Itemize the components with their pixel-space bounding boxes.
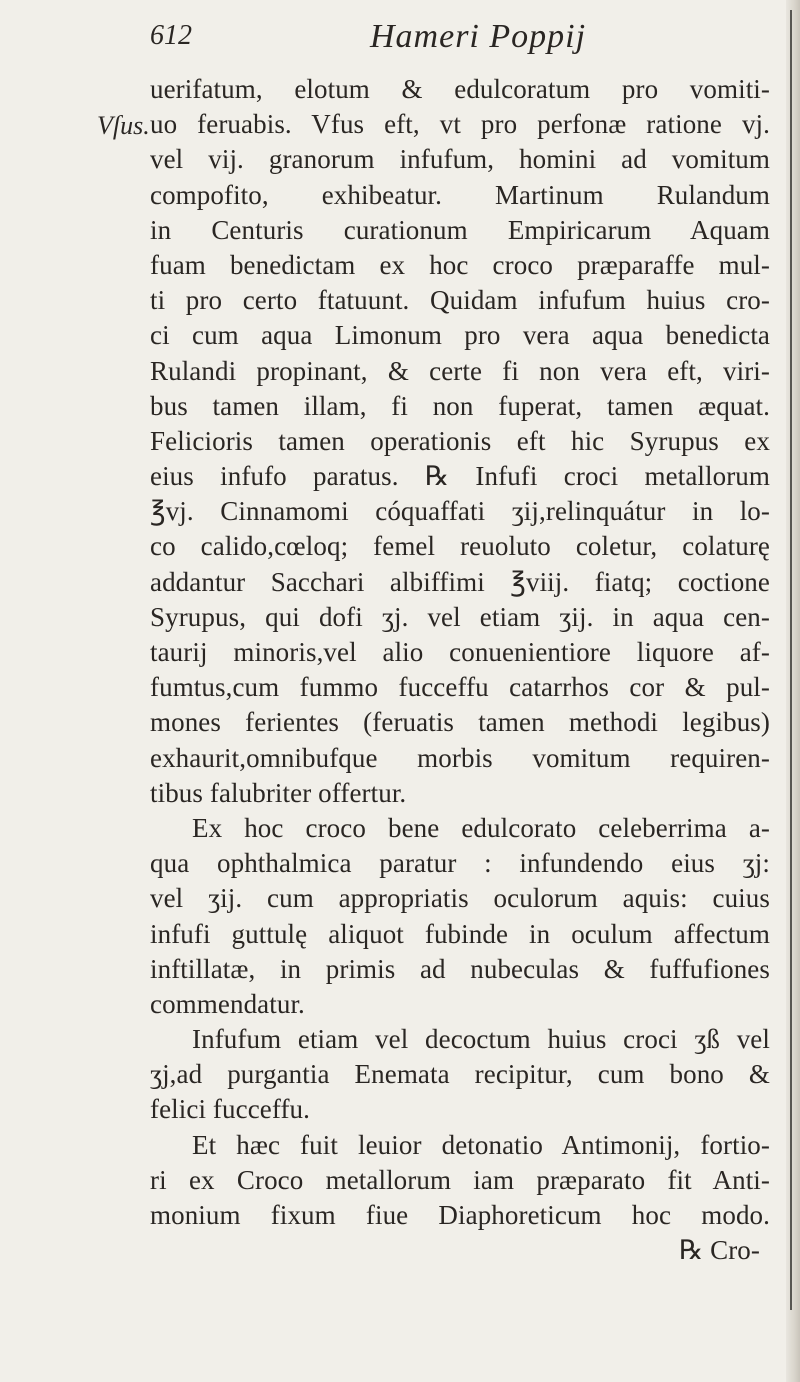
text-line: vel ʒij. cum appropriatis oculorum aquis: cuius [150,883,770,914]
text-line: fuam benedictam ex hoc croco præparaffe mul- [150,249,770,280]
text-line: ri ex Croco metallorum iam præparato fit Anti- [150,1164,770,1195]
text-line: vel vij. granorum infufum, homini ad vomitum [150,144,770,175]
text-line: ℥vj. Cinnamomi cóquaffati ʒij,relinquátur in lo- [150,496,770,527]
text-line: uo feruabis. Vfus eft, vt pro perfonæ ratione vj. [150,109,770,140]
running-head: Hameri Poppij [370,18,587,55]
text-line: taurij minoris,vel alio conuenientiore liquore af- [150,637,770,667]
text-line: mones ferientes (feruatis tamen methodi legibus) [150,707,770,738]
text-line: ci cum aqua Limonum pro vera aqua benedicta [150,320,770,351]
body-text [150,72,770,1268]
text-line: ti pro certo ftatuunt. Quidam infufum huius cro- [150,285,770,316]
binding-edge-line [790,10,792,1310]
text-line: infufi guttulę aliquot fubinde in oculum affectum [150,918,770,949]
text-line: ʒj,ad purgantia Enemata recipitur, cum bono & [150,1059,770,1090]
text-line: monium fixum fiue Diaphoreticum hoc modo. [150,1200,770,1230]
page-header [150,18,770,62]
text-line: uerifatum, elotum & edulcoratum pro vomiti- [150,74,770,104]
text-line: tibus falubriter offertur. [150,777,407,808]
text-line: felici fucceffu. [150,1094,311,1125]
text-line: Ex hoc croco bene edulcorato celeberrima a- [192,812,770,843]
text-line: qua ophthalmica paratur : infundendo eius ʒj: [150,848,770,879]
text-line: inftillatæ, in primis ad nubeculas & fuffufiones [150,953,770,984]
text-line: fumtus,cum fummo fucceffu catarrhos cor & pul- [150,672,770,703]
text-line: commendatur. [150,988,305,1019]
page-number: 612 [150,20,192,51]
text-line: eius infufo paratus. ℞ Infufi croci metallorum [150,461,770,492]
text-line: bus tamen illam, fi non fuperat, tamen æquat. [150,390,770,421]
text-line: exhaurit,omnibufque morbis vomitum requiren- [150,742,770,773]
catchword: ℞ Cro- [678,1235,760,1266]
text-line: co calido,cœloq; femel reuoluto coletur, colaturę [150,531,770,562]
margin-note: Vſus. [97,111,150,140]
text-line: Syrupus, qui dofi ʒj. vel etiam ʒij. in aqua cen- [150,601,770,632]
text-line: compofito, exhibeatur. Martinum Rulandum [150,179,770,210]
text-line: Rulandi propinant, & certe fi non vera eft, viri- [150,355,770,386]
text-line: Infufum etiam vel decoctum huius croci ʒß vel [192,1024,770,1055]
text-line: Et hæc fuit leuior detonatio Antimonij, fortio- [192,1129,770,1160]
page-edge [786,0,800,1382]
text-line: addantur Sacchari albiffimi ℥viij. fiatq; coctione [150,566,770,597]
text-line: in Centuris curationum Empiricarum Aquam [150,214,770,245]
text-line: Felicioris tamen operationis eft hic Syrupus ex [150,425,770,456]
